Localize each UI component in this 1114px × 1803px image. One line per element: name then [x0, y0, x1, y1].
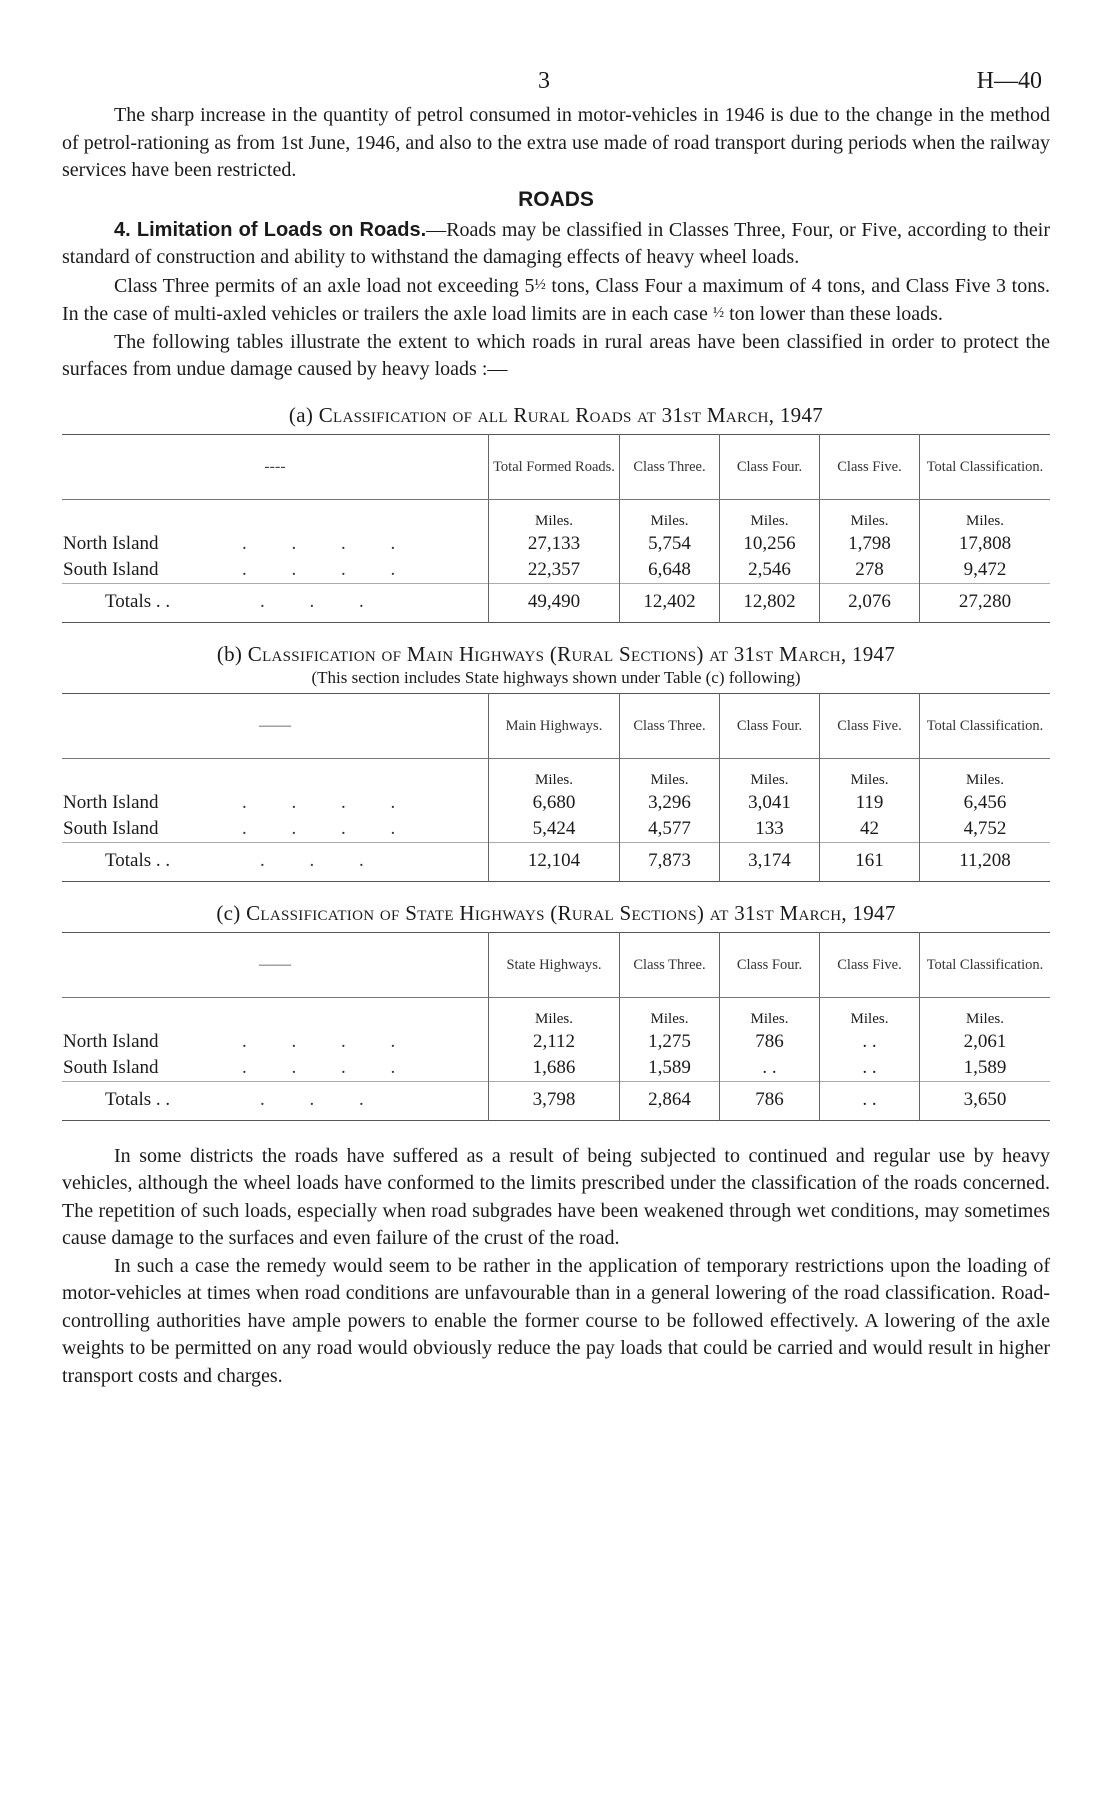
value-cell: 786: [720, 1081, 820, 1120]
classification-table: [62, 693, 1050, 882]
roads-heading: ROADS: [518, 187, 594, 211]
value-cell: 4,577: [620, 816, 720, 843]
leader-dots: . . . .: [242, 1056, 416, 1078]
value-cell: 3,041: [720, 790, 820, 816]
table-caption: [62, 400, 1050, 430]
page-header: [62, 68, 1050, 102]
units-row: [62, 997, 1050, 1029]
value-cell: 22,357: [489, 557, 620, 584]
row-label: North Island: [63, 791, 159, 813]
column-header: Class Five.: [820, 932, 920, 997]
unit-label: Miles.: [820, 997, 920, 1029]
classification-table: [62, 932, 1050, 1121]
table-caption-text: Classification of Main Highways (Rural Sections) at 31st March, 1947: [247, 641, 896, 666]
leader-dots: . . . .: [242, 558, 416, 580]
value-cell: 6,680: [489, 790, 620, 816]
value-cell: 27,280: [920, 583, 1051, 622]
row-label-cell: [62, 583, 489, 622]
units-stub: [62, 997, 489, 1029]
fraction-half: ½: [712, 305, 725, 321]
value-cell: 2,864: [620, 1081, 720, 1120]
section4-paragraph3: The following tables illustrate the extent to which roads in rural areas have been classified in order to protect the surfaces from undue damage caused by heavy loads :—: [62, 330, 1050, 380]
column-header: Class Three.: [620, 434, 720, 499]
value-cell: 1,275: [620, 1029, 720, 1055]
units-stub: [62, 499, 489, 531]
table-caption-prefix: (b): [216, 641, 248, 666]
value-cell: 1,589: [920, 1055, 1051, 1082]
value-cell: 2,061: [920, 1029, 1051, 1055]
unit-label: Miles.: [920, 997, 1051, 1029]
leader-dots: . . . .: [242, 1030, 416, 1052]
value-cell: 133: [720, 816, 820, 843]
value-cell: 4,752: [920, 816, 1051, 843]
leader-dots: . . . .: [242, 817, 416, 839]
column-header: Class Three.: [620, 932, 720, 997]
closing-paragraph-1: In some districts the roads have suffered as a result of being subjected to continued and regular use by heavy vehicles, although the wheel loads have conformed to the limits prescribed under the classification of the roads concerned. The repetition of such loads, especially when road subgrades have been weakened through wet conditions, may sometimes cause damage to the surfaces and even failure of the crust of the road.: [62, 1144, 1050, 1249]
table-header-row: [62, 693, 1050, 758]
value-cell: 2,546: [720, 557, 820, 584]
column-header: State Highways.: [489, 932, 620, 997]
section4-paragraph2: [62, 272, 1050, 329]
unit-label: Miles.: [920, 758, 1051, 790]
value-cell: 12,402: [620, 583, 720, 622]
para2-part-c: ton lower than these loads.: [724, 303, 943, 325]
leader-dots: . . . .: [242, 532, 416, 554]
value-cell: 5,424: [489, 816, 620, 843]
value-cell: 3,650: [920, 1081, 1051, 1120]
row-label-cell: [62, 1029, 489, 1055]
row-label: Totals . .: [105, 590, 171, 612]
section4-para1-text: —Roads may be classified in Classes Three, Four, or Five, according to their standard of construction and ability to withstand the damaging effects of heavy wheel loads.: [62, 218, 1050, 268]
unit-label: Miles.: [620, 997, 720, 1029]
stub-header: ----: [264, 457, 286, 475]
row-label: North Island: [63, 532, 159, 554]
row-label: South Island: [63, 558, 159, 580]
value-cell: 17,808: [920, 531, 1051, 557]
unit-label: Miles.: [820, 758, 920, 790]
units-row: [62, 499, 1050, 531]
units-row: [62, 758, 1050, 790]
row-label: Totals . .: [105, 849, 171, 871]
value-cell: 278: [820, 557, 920, 584]
value-cell: 49,490: [489, 583, 620, 622]
value-cell: 6,456: [920, 790, 1051, 816]
value-cell: 10,256: [720, 531, 820, 557]
tables-container: [62, 400, 1050, 1121]
unit-label: Miles.: [620, 499, 720, 531]
section4-title: 4. Limitation of Loads on Roads.: [114, 218, 427, 241]
table-caption: [62, 898, 1050, 928]
value-cell: 786: [720, 1029, 820, 1055]
row-label-cell: [62, 557, 489, 584]
value-cell: 12,104: [489, 842, 620, 881]
unit-label: Miles.: [720, 499, 820, 531]
column-header: Total Formed Roads.: [489, 434, 620, 499]
column-header: Class Four.: [720, 932, 820, 997]
unit-label: Miles.: [820, 499, 920, 531]
stub-header-cell: [62, 932, 489, 997]
value-cell: . .: [820, 1055, 920, 1082]
column-header: Main Highways.: [489, 693, 620, 758]
column-header: Class Three.: [620, 693, 720, 758]
closing-paragraph-2: In such a case the remedy would seem to be rather in the application of temporary restrictions upon the loading of motor-vehicles at times when road conditions are unfavourable than in a general lowering of the road classification. Road-controlling authorities have ample powers to enable the former course to be followed effectively. A lowering of the axle weights to be permitted on any road would obviously reduce the pay loads that could be carried and would result in higher transport costs and charges.: [62, 1254, 1050, 1387]
leader-dots: . . . .: [242, 791, 416, 813]
leader-dots: . . .: [260, 590, 384, 612]
stub-header: ——: [259, 955, 291, 973]
leader-dots: . . .: [260, 849, 384, 871]
row-label-cell: [62, 842, 489, 881]
table-row: [62, 816, 1050, 843]
units-stub: [62, 758, 489, 790]
value-cell: 9,472: [920, 557, 1051, 584]
column-header: Class Four.: [720, 434, 820, 499]
value-cell: 119: [820, 790, 920, 816]
row-label: North Island: [63, 1030, 159, 1052]
page: [62, 68, 1050, 1390]
value-cell: 27,133: [489, 531, 620, 557]
table-row: [62, 1055, 1050, 1082]
value-cell: 3,798: [489, 1081, 620, 1120]
column-header: Class Five.: [820, 693, 920, 758]
value-cell: . .: [720, 1055, 820, 1082]
value-cell: 5,754: [620, 531, 720, 557]
unit-label: Miles.: [489, 758, 620, 790]
value-cell: 3,174: [720, 842, 820, 881]
unit-label: Miles.: [489, 499, 620, 531]
unit-label: Miles.: [920, 499, 1051, 531]
classification-table: [62, 434, 1050, 623]
table-note: (This section includes State highways shown under Table (c) following): [311, 667, 801, 687]
value-cell: . .: [820, 1081, 920, 1120]
stub-header: ——: [259, 716, 291, 734]
unit-label: Miles.: [720, 997, 820, 1029]
table-caption-prefix: (c): [216, 900, 247, 925]
table-header-row: [62, 434, 1050, 499]
column-header: Total Classification.: [920, 693, 1051, 758]
value-cell: 12,802: [720, 583, 820, 622]
row-label-cell: [62, 1055, 489, 1082]
stub-header-cell: [62, 693, 489, 758]
value-cell: 6,648: [620, 557, 720, 584]
table-caption: [62, 639, 1050, 669]
table-header-row: [62, 932, 1050, 997]
section4-paragraph1: [62, 217, 1050, 272]
value-cell: 7,873: [620, 842, 720, 881]
table-row: [62, 557, 1050, 584]
row-label-cell: [62, 1081, 489, 1120]
value-cell: 11,208: [920, 842, 1051, 881]
leader-dots: . . .: [260, 1088, 384, 1110]
value-cell: 3,296: [620, 790, 720, 816]
table-row: [62, 531, 1050, 557]
column-header: Total Classification.: [920, 932, 1051, 997]
value-cell: 1,589: [620, 1055, 720, 1082]
column-header: Class Five.: [820, 434, 920, 499]
para2-part-a: Class Three permits of an axle load not exceeding 5: [114, 274, 535, 297]
page-number: 3: [538, 68, 550, 94]
row-label-cell: [62, 816, 489, 843]
value-cell: 2,112: [489, 1029, 620, 1055]
para2-part-b: tons, Class Four a maximum of 4 tons, and Class Five 3 tons. In the case of multi-axled vehicles or trailers the axle load limits are in each case: [62, 274, 1050, 325]
unit-label: Miles.: [720, 758, 820, 790]
unit-label: Miles.: [620, 758, 720, 790]
table-caption-text: Classification of all Rural Roads at 31st March, 1947: [318, 402, 824, 427]
value-cell: 2,076: [820, 583, 920, 622]
row-label: South Island: [63, 817, 159, 839]
value-cell: . .: [820, 1029, 920, 1055]
value-cell: 42: [820, 816, 920, 843]
totals-row: [62, 1081, 1050, 1120]
column-header: Class Four.: [720, 693, 820, 758]
totals-row: [62, 583, 1050, 622]
fraction-half: ½: [534, 276, 546, 293]
value-cell: 161: [820, 842, 920, 881]
closing-text: [62, 1143, 1050, 1391]
table-row: [62, 790, 1050, 816]
row-label: Totals . .: [105, 1088, 171, 1110]
row-label: South Island: [63, 1056, 159, 1078]
table-caption-text: Classification of State Highways (Rural Sections) at 31st March, 1947: [246, 900, 896, 925]
value-cell: 1,686: [489, 1055, 620, 1082]
intro-paragraph: The sharp increase in the quantity of petrol consumed in motor-vehicles in 1946 is due to the change in the method of petrol-rationing as from 1st June, 1946, and also to the extra use made of road transport during periods when the railway services have been restricted.: [62, 104, 1050, 181]
row-label-cell: [62, 790, 489, 816]
totals-row: [62, 842, 1050, 881]
value-cell: 1,798: [820, 531, 920, 557]
column-header: Total Classification.: [920, 434, 1051, 499]
row-label-cell: [62, 531, 489, 557]
table-row: [62, 1029, 1050, 1055]
stub-header-cell: [62, 434, 489, 499]
table-caption-prefix: (a): [288, 402, 319, 427]
unit-label: Miles.: [489, 997, 620, 1029]
document-reference: H—40: [976, 68, 1042, 94]
